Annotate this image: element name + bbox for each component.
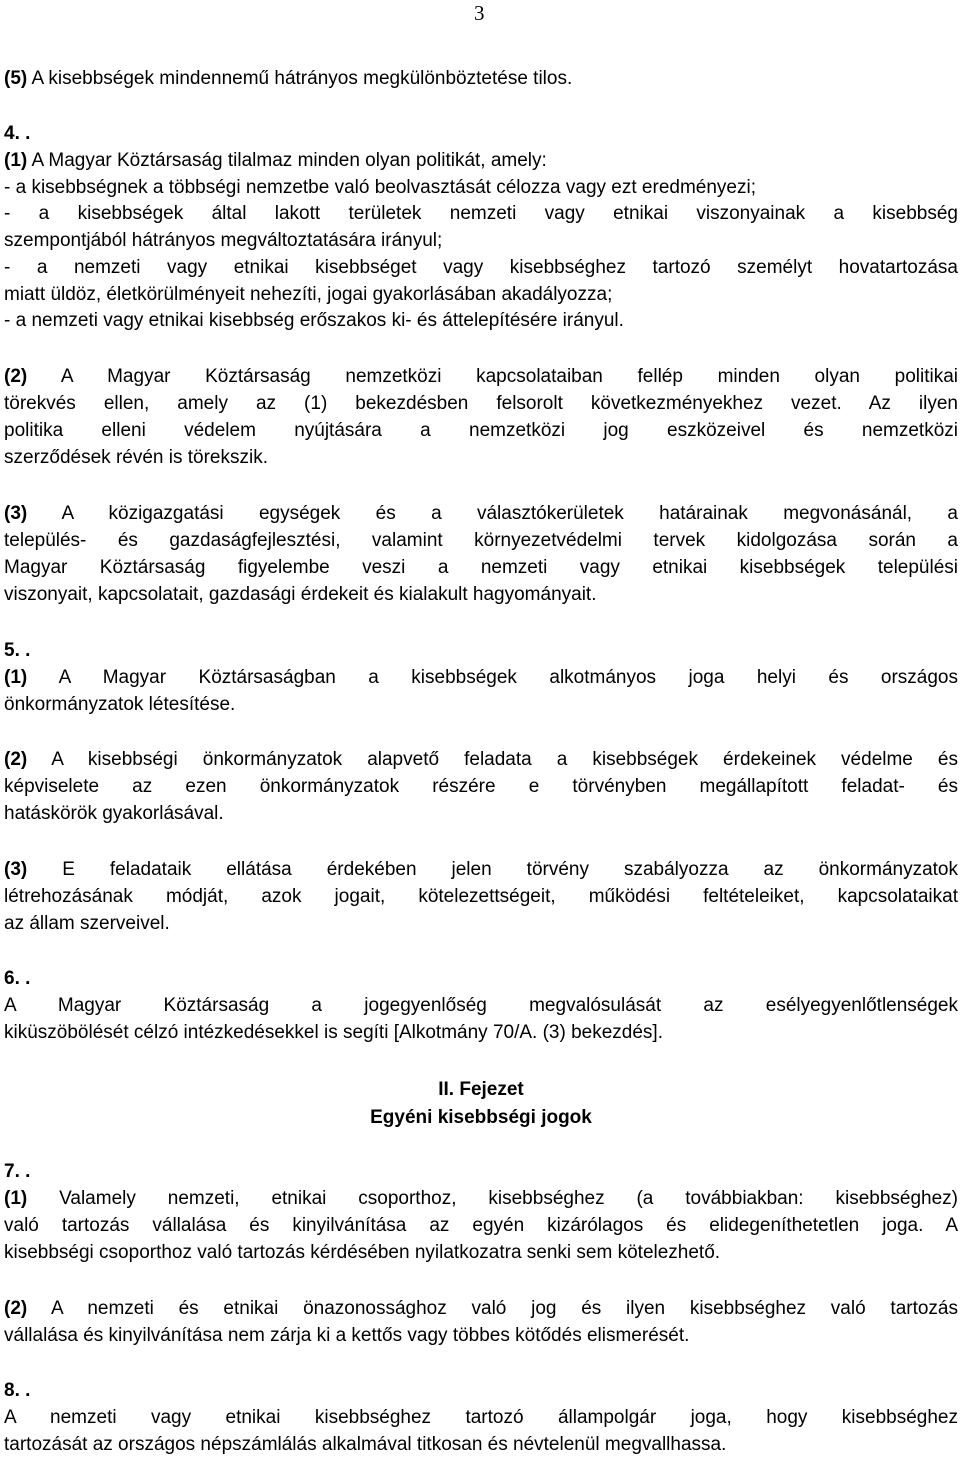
paragraph-line: (1) A Magyar Köztársaság tilalmaz minden olyan politikát, amely: — [4, 150, 547, 171]
paragraph-marker: (1) — [4, 1188, 28, 1209]
chapter-title: II. Fejezet — [438, 1079, 524, 1100]
paragraph-line: szempontjából hátrányos megváltoztatására irányul; — [4, 230, 443, 251]
paragraph-marker: (1) — [4, 667, 28, 688]
paragraph-line: - a nemzeti vagy etnikai kisebbség erőszakos ki- és áttelepítésére irányul. — [4, 310, 624, 331]
paragraph-marker: (2) — [4, 749, 28, 770]
paragraph-line: (2) A nemzeti és etnikai önazonossághoz való jog és ilyen kisebbséghez való tartozás — [4, 1298, 958, 1319]
chapter-subtitle: Egyéni kisebbségi jogok — [370, 1107, 592, 1128]
paragraph-line: tartozását az országos népszámlálás alkalmával titkosan és névtelenül megvallhassa. — [4, 1434, 727, 1455]
paragraph-line: (5) A kisebbségek mindennemű hátrányos megkülönböztetése tilos. — [4, 68, 573, 89]
paragraph-line: - a nemzeti vagy etnikai kisebbséget vagy kisebbséghez tartozó személyt hovatartozása — [4, 257, 958, 278]
paragraph-line: szerződések révén is törekszik. — [4, 447, 268, 468]
paragraph-line: Magyar Köztársaság figyelembe veszi a nemzeti vagy etnikai kisebbségek települési — [4, 557, 958, 578]
section-heading-8: 8. . — [4, 1380, 31, 1401]
paragraph-line: A Magyar Köztársaság a jogegyenlőség megvalósulását az esélyegyenlőtlenségek — [4, 995, 958, 1016]
paragraph-line: kiküszöbölését célzó intézkedésekkel is segíti [Alkotmány 70/A. (3) bekezdés]. — [4, 1022, 663, 1043]
page-number: 3 — [474, 1, 485, 25]
paragraph-line: viszonyait, kapcsolatait, gazdasági érdekeit és kialakult hagyományait. — [4, 584, 597, 605]
paragraph-line: település- és gazdaságfejlesztési, valamint környezetvédelmi tervek kidolgozása során a — [4, 530, 958, 551]
paragraph-marker: (3) — [4, 859, 28, 880]
paragraph-marker: (1) — [4, 150, 28, 171]
paragraph-marker: (2) — [4, 1298, 28, 1319]
paragraph-line: hatáskörök gyakorlásával. — [4, 803, 224, 824]
paragraph-line: való tartozás vállalása és kinyilvánítása az egyén kizárólagos és elidegeníthetetlen joga. A — [4, 1215, 958, 1236]
paragraph-line: törekvés ellen, amely az (1) bekezdésben felsorolt következményekhez vezet. Az ilyen — [4, 393, 958, 414]
paragraph-line: (1) Valamely nemzeti, etnikai csoporthoz, kisebbséghez (a továbbiakban: kisebbséghez) — [4, 1188, 958, 1209]
paragraph-line: - a kisebbségek által lakott területek nemzeti vagy etnikai viszonyainak a kisebbség — [4, 203, 958, 224]
paragraph-line: - a kisebbségnek a többségi nemzetbe való beolvasztását célozza vagy ezt eredményezi; — [4, 177, 756, 198]
paragraph-line: (2) A Magyar Köztársaság nemzetközi kapcsolataiban fellép minden olyan politikai — [4, 366, 958, 387]
paragraph-line: (3) A közigazgatási egységek és a választókerületek határainak megvonásánál, a — [4, 503, 958, 524]
paragraph-marker: (3) — [4, 503, 28, 524]
paragraph-line: miatt üldöz, életkörülményeit nehezíti, jogai gyakorlásában akadályozza; — [4, 284, 613, 305]
paragraph-line: (2) A kisebbségi önkormányzatok alapvető feladata a kisebbségek érdekeinek védelme és — [4, 749, 958, 770]
paragraph-line: (3) E feladataik ellátása érdekében jelen törvény szabályozza az önkormányzatok — [4, 859, 958, 880]
paragraph-line: vállalása és kinyilvánítása nem zárja ki a kettős vagy többes kötődés elismerését. — [4, 1325, 690, 1346]
section-heading-6: 6. . — [4, 968, 31, 989]
paragraph-line: politika elleni védelem nyújtására a nemzetközi jog eszközeivel és nemzetközi — [4, 420, 958, 441]
section-heading-7: 7. . — [4, 1161, 31, 1182]
paragraph-marker: (5) — [4, 68, 28, 89]
paragraph-line: (1) A Magyar Köztársaságban a kisebbségek alkotmányos joga helyi és országos — [4, 667, 958, 688]
paragraph-line: kisebbségi csoporthoz való tartozás kérdésében nyilatkozatra senki sem kötelezhető. — [4, 1242, 721, 1263]
paragraph-line: A nemzeti vagy etnikai kisebbséghez tartozó állampolgár joga, hogy kisebbséghez — [4, 1407, 958, 1428]
section-heading-4: 4. . — [4, 123, 31, 144]
paragraph-marker: (2) — [4, 366, 28, 387]
paragraph-line: önkormányzatok létesítése. — [4, 694, 236, 715]
paragraph-line: az állam szerveivel. — [4, 913, 170, 934]
paragraph-line: képviselete az ezen önkormányzatok részére e törvényben megállapított feladat- és — [4, 776, 958, 797]
section-heading-5: 5. . — [4, 640, 31, 661]
paragraph-line: létrehozásának módját, azok jogait, kötelezettségeit, működési feltételeiket, kapcsolataikat — [4, 886, 958, 907]
